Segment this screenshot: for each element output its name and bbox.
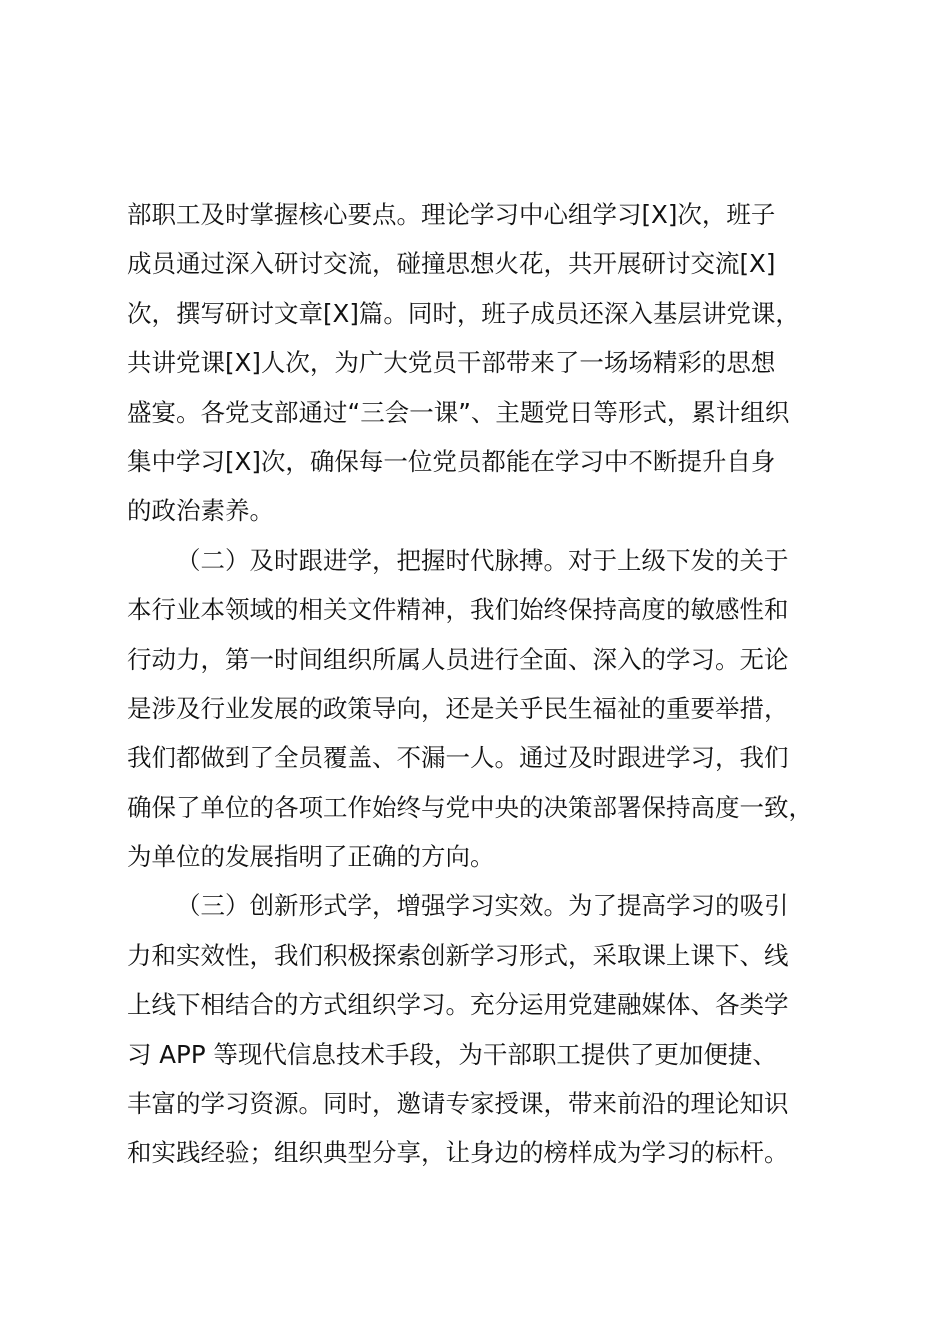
text-line: 上线下相结合的方式组织学习。充分运用党建融媒体、各类学 bbox=[127, 990, 789, 1020]
text-line: 次，撰写研讨文章[X]篇。同时，班子成员还深入基层讲党课， bbox=[127, 298, 800, 328]
section-heading-line: （二）及时跟进学，把握时代脉搏。对于上级下发的关于 bbox=[176, 545, 789, 575]
text-line: 共讲党课[X]人次，为广大党员干部带来了一场场精彩的思想 bbox=[127, 348, 776, 378]
text-line: 本行业本领域的相关文件精神，我们始终保持高度的敏感性和 bbox=[127, 595, 789, 625]
document-body bbox=[127, 190, 867, 1178]
section-heading-line: （三）创新形式学，增强学习实效。为了提高学习的吸引 bbox=[176, 891, 789, 921]
text-line: 集中学习[X]次，确保每一位党员都能在学习中不断提升自身 bbox=[127, 446, 776, 476]
text-line: 和实践经验；组织典型分享，让身边的榜样成为学习的标杆。 bbox=[127, 1138, 789, 1168]
text-line: 确保了单位的各项工作始终与党中央的决策部署保持高度一致， bbox=[127, 792, 813, 822]
text-line: 力和实效性，我们积极探索创新学习形式，采取课上课下、线 bbox=[127, 940, 789, 970]
text-line: 的政治素养。 bbox=[127, 496, 274, 526]
text-line: 习 APP 等现代信息技术手段，为干部职工提供了更加便捷、 bbox=[127, 1039, 777, 1069]
text-line: 行动力，第一时间组织所属人员进行全面、深入的学习。无论 bbox=[127, 644, 789, 674]
text-line: 成员通过深入研讨交流，碰撞思想火花，共开展研讨交流[X] bbox=[127, 249, 776, 279]
text-line: 部职工及时掌握核心要点。理论学习中心组学习[X]次，班子 bbox=[127, 200, 776, 229]
text-line: 我们都做到了全员覆盖、不漏一人。通过及时跟进学习，我们 bbox=[127, 743, 789, 773]
text-line: 丰富的学习资源。同时，邀请专家授课，带来前沿的理论知识 bbox=[127, 1089, 789, 1119]
text-line: 盛宴。各党支部通过“三会一课”、主题党日等形式，累计组织 bbox=[127, 397, 790, 427]
text-line: 为单位的发展指明了正确的方向。 bbox=[127, 842, 495, 872]
text-line: 是涉及行业发展的政策导向，还是关乎民生福祉的重要举措， bbox=[127, 693, 789, 723]
